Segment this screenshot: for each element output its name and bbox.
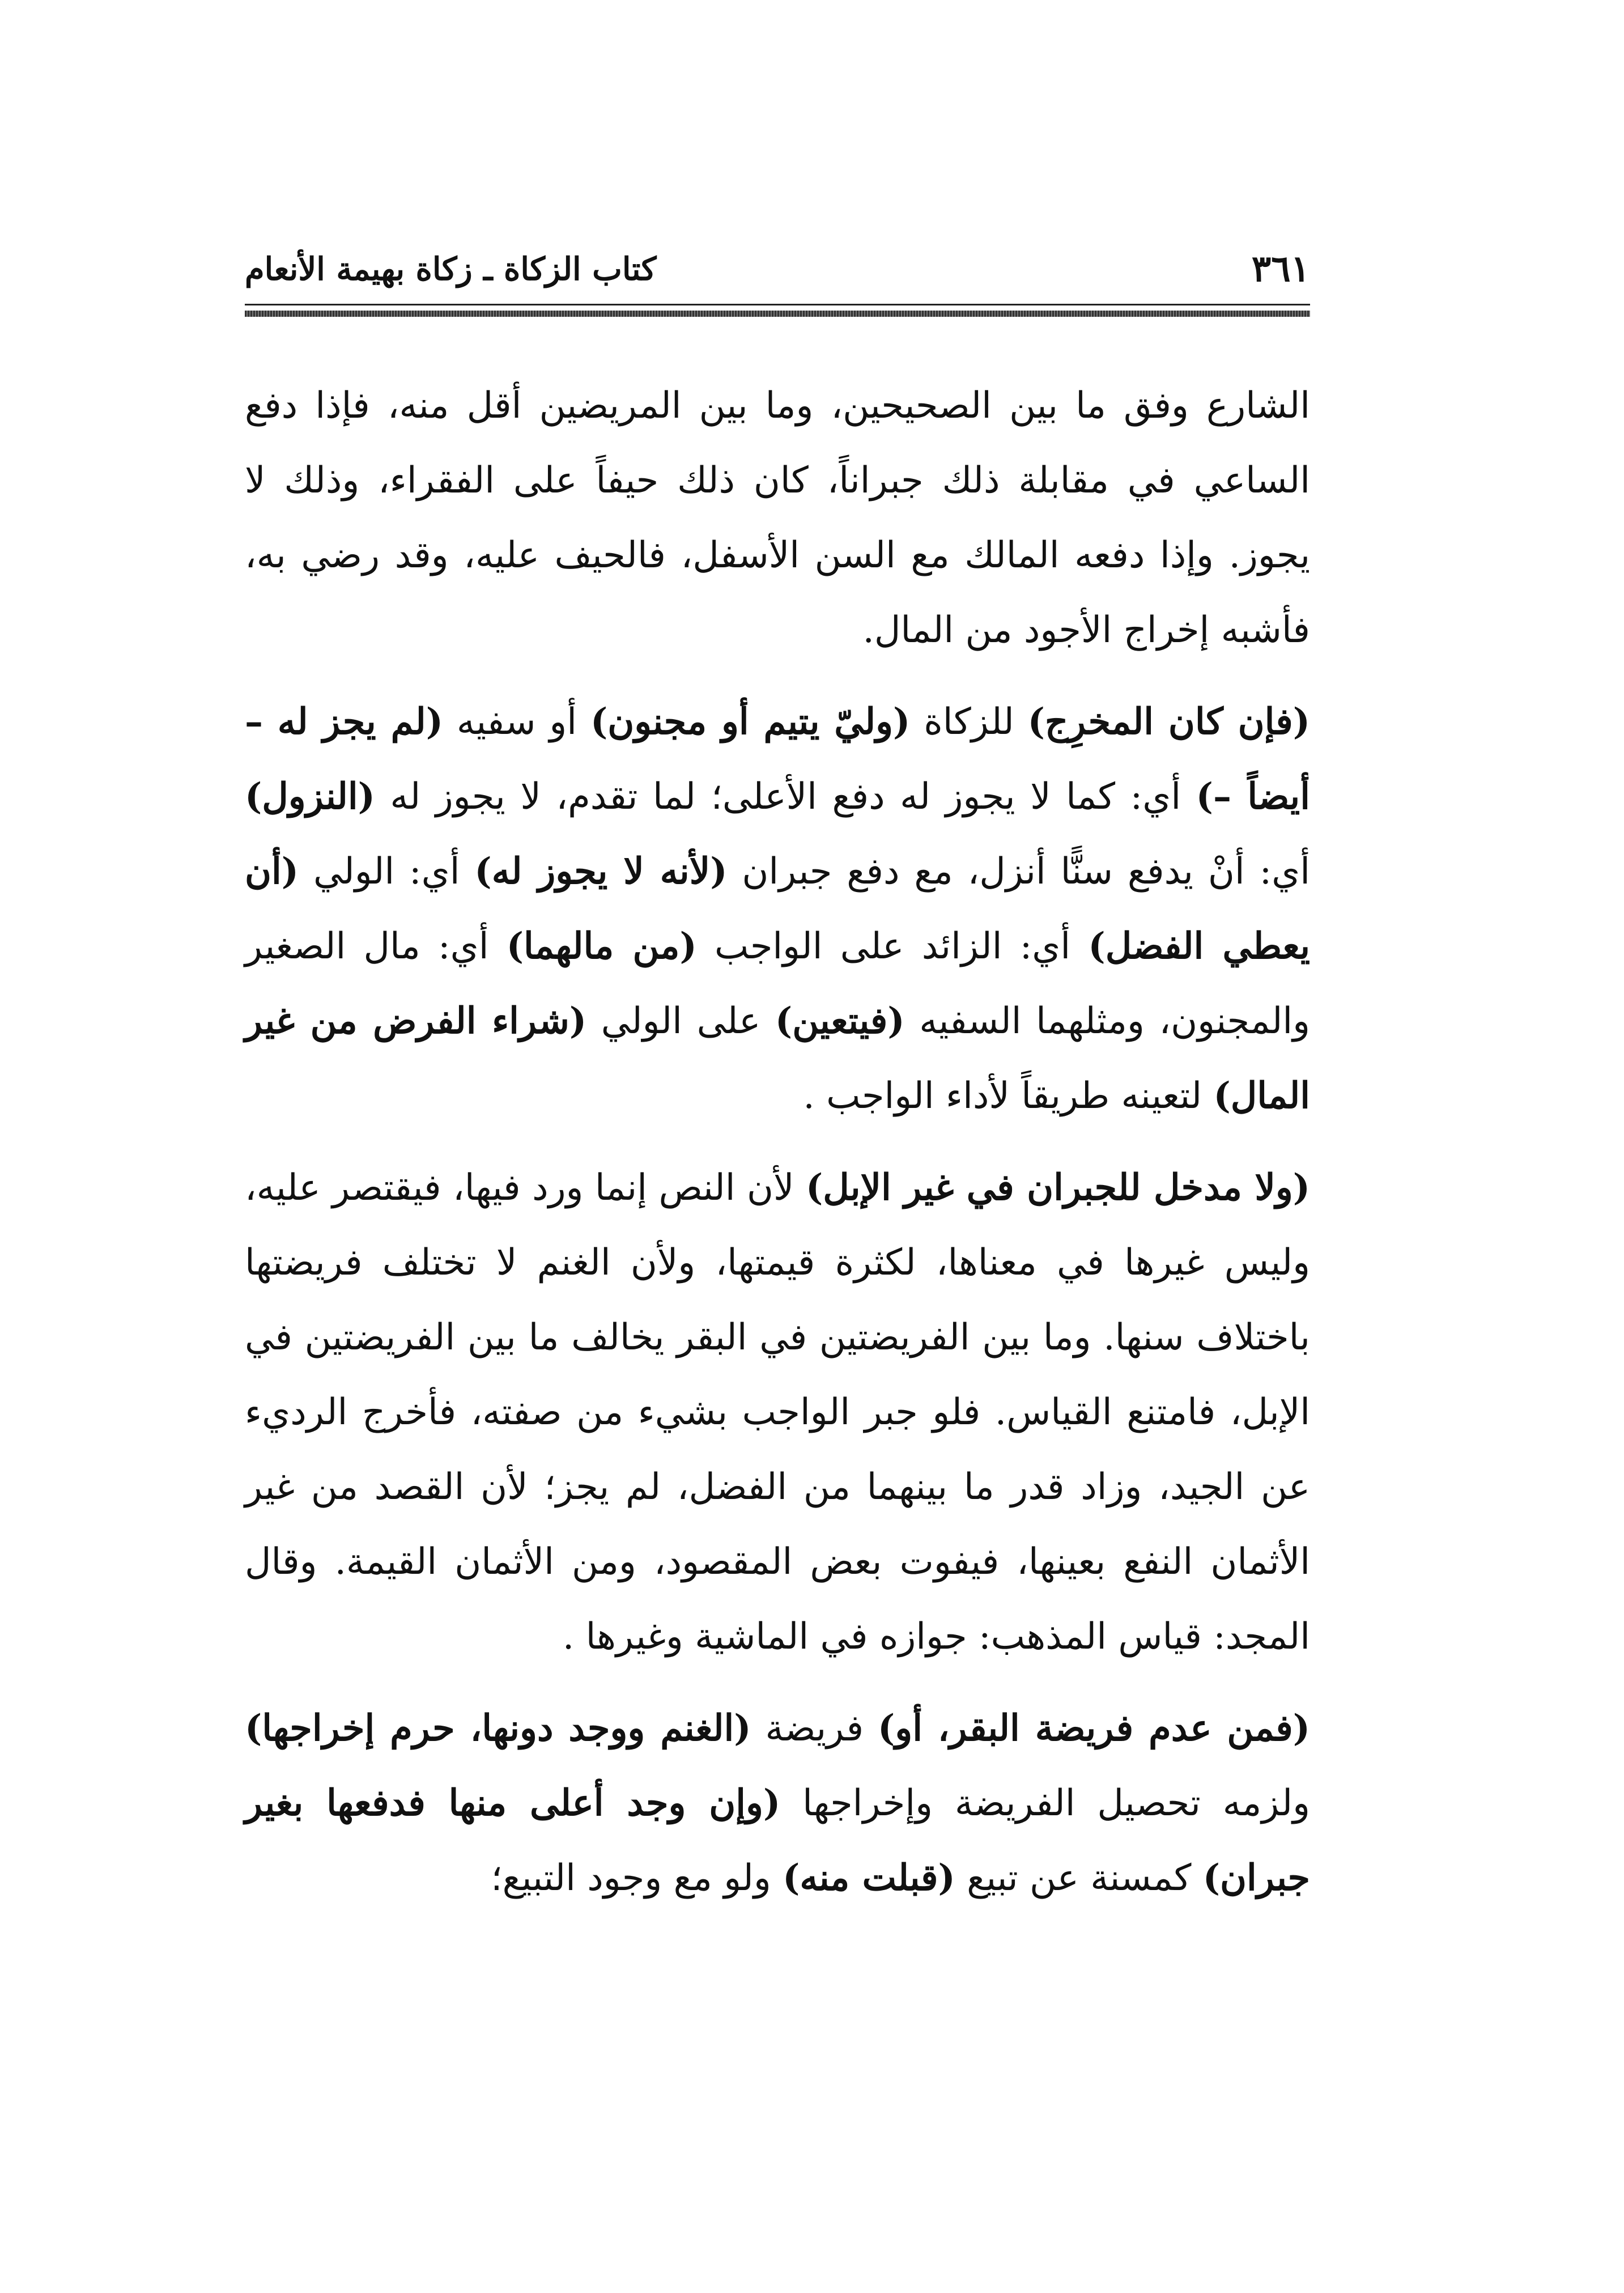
- body-text: [245, 368, 1310, 1933]
- text-run: أي: أنْ يدفع سنًّا أنزل، مع دفع جبران: [727, 851, 1311, 893]
- bold-term: (وليّ يتيم أو مجنون): [590, 700, 911, 743]
- text-run: لأن النص إنما ورد فيها، فيقتصر عليه، وليس غيرها في معناها، لكثرة قيمتها، ولأن الغنم لا تختلف فريضتها باختلاف سنها. وما بين الفريضتين في البقر يخالف ما بين الفريضتين في الإبل، فامتنع القياس. فلو جبر الواجب بشيء من صفته، فأخرج الرديء عن الجيد، وزاد قدر ما بينهما من الفضل، لم يجز؛ لأن القصد من غير الأثمان النفع بعينها، فيفوت بعض المقصود، ومن الأثمان القيمة. وقال المجد: قياس المذهب: جوازه في الماشية وغيرها .: [245, 1167, 1311, 1658]
- text-run: أي: الزائد على الواجب: [696, 925, 1089, 967]
- text-run: أي: الولي: [299, 851, 475, 893]
- bold-term: (ولا مدخل للجبران في غير الإبل): [805, 1166, 1311, 1209]
- bold-term: (أن يعطي الفضل): [245, 850, 1311, 967]
- text-run: فريضة: [751, 1708, 878, 1750]
- header-rule-thin: [245, 304, 1310, 305]
- page-header: [245, 244, 1310, 295]
- bold-term: (فيتعين): [775, 1000, 905, 1042]
- text-run: أي: مال الصغير والمجنون، ومثلهما السفيه: [245, 925, 1311, 1042]
- running-title: كتاب الزكاة ـ زكاة بهيمة الأنعام: [245, 250, 657, 288]
- paragraph-1: [245, 368, 1310, 668]
- text-run: أي: كما لا يجوز له دفع الأعلى؛ لما تقدم، لا يجوز له: [375, 776, 1196, 818]
- text-run: ولزمه تحصيل الفريضة وإخراجها: [780, 1782, 1311, 1824]
- text-run: لتعينه طريقاً لأداء الواجب .: [803, 1075, 1214, 1117]
- header-rule-thick: [245, 311, 1310, 317]
- bold-term: (فمن عدم فريضة البقر، أو): [878, 1707, 1311, 1750]
- bold-term: (من مالهما): [506, 925, 697, 967]
- bold-term: (شراء الفرض من غير المال): [245, 1000, 1310, 1117]
- bold-term: (لم يجز له – أيضاً –): [245, 700, 1311, 818]
- text-run: ولو مع وجود التبيع؛: [491, 1857, 783, 1899]
- text-run: الشارع وفق ما بين الصحيحين، وما بين المريضين أقل منه، فإذا دفع الساعي في مقابلة ذلك جبراناً، كان ذلك حيفاً على الفقراء، وذلك لا يجوز. وإذا دفعه المالك مع السن الأسفل، فالحيف عليه، وقد رضي به، فأشبه إخراج الأجود من المال.: [245, 385, 1311, 651]
- bold-term: (النزول): [245, 775, 375, 818]
- paragraph-2: [245, 685, 1310, 1133]
- page-number: ٣٦١: [1251, 248, 1310, 290]
- text-run: على الولي: [586, 1000, 775, 1042]
- bold-term: (فإن كان المخرِج): [1027, 700, 1311, 743]
- paragraph-3: [245, 1150, 1310, 1674]
- bold-term: (لأنه لا يجوز له): [474, 850, 728, 893]
- text-run: أو سفيه: [443, 701, 590, 743]
- bold-term: (وإن وجد أعلى منها فدفعها بغير جبران): [245, 1782, 1310, 1899]
- text-run: للزكاة: [910, 701, 1028, 743]
- paragraph-4: [245, 1691, 1310, 1916]
- bold-term: (قبلت منه): [783, 1857, 955, 1899]
- bold-term: (الغنم ووجد دونها، حرم إخراجها): [245, 1707, 751, 1750]
- text-run: كمسنة عن تبيع: [955, 1857, 1203, 1899]
